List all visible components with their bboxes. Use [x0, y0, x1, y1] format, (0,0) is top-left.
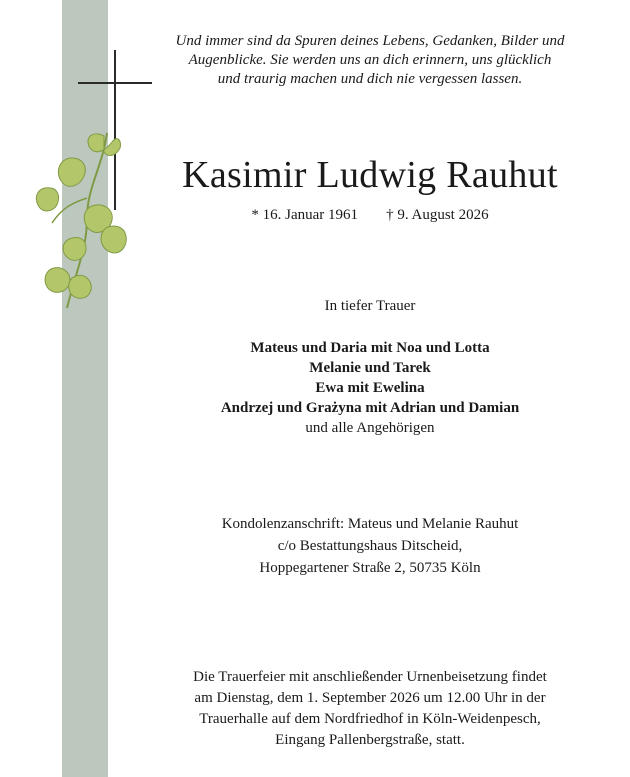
birth-date: * 16. Januar 1961 — [251, 207, 359, 223]
service-line: Trauerhalle auf dem Nordfriedhof in Köln-Weidenpesch, — [199, 711, 541, 727]
deceased-name: Kasimir Ludwig Rauhut — [182, 154, 558, 196]
mourning-intro: In tiefer Trauer — [324, 298, 416, 314]
condolence-line: Hoppegartener Straße 2, 50735 Köln — [259, 560, 481, 576]
mourner-family: Ewa mit Ewelina — [315, 380, 425, 396]
condolence-line: Kondolenzanschrift: Mateus und Melanie Rauhut — [221, 516, 519, 532]
mourners-list — [110, 338, 630, 438]
memorial-quote — [110, 32, 630, 89]
condolence-address — [110, 513, 630, 579]
service-line: Die Trauerfeier mit anschließender Urnenbeisetzung findet — [193, 669, 547, 685]
quote-line: Augenblicke. Sie werden uns an dich erinnern, uns glücklich — [188, 52, 552, 68]
mourner-family: Mateus und Daria mit Noa und Lotta — [250, 340, 490, 356]
condolence-line: c/o Bestattungshaus Ditscheid, — [277, 538, 463, 554]
quote-line: und traurig machen und dich nie vergessen lassen. — [217, 71, 523, 87]
relatives-line: und alle Angehörigen — [305, 420, 435, 436]
service-line: Eingang Pallenbergstraße, statt. — [275, 732, 465, 748]
life-dates — [110, 206, 630, 224]
funeral-service-info — [110, 667, 630, 751]
mourner-family: Melanie und Tarek — [309, 360, 431, 376]
death-date: † 9. August 2026 — [386, 207, 489, 223]
quote-line: Und immer sind da Spuren deines Lebens, Gedanken, Bilder und — [175, 33, 565, 49]
mourner-family: Andrzej und Grażyna mit Adrian und Damian — [220, 400, 520, 416]
service-line: am Dienstag, dem 1. September 2026 um 12.00 Uhr in der — [194, 690, 546, 706]
